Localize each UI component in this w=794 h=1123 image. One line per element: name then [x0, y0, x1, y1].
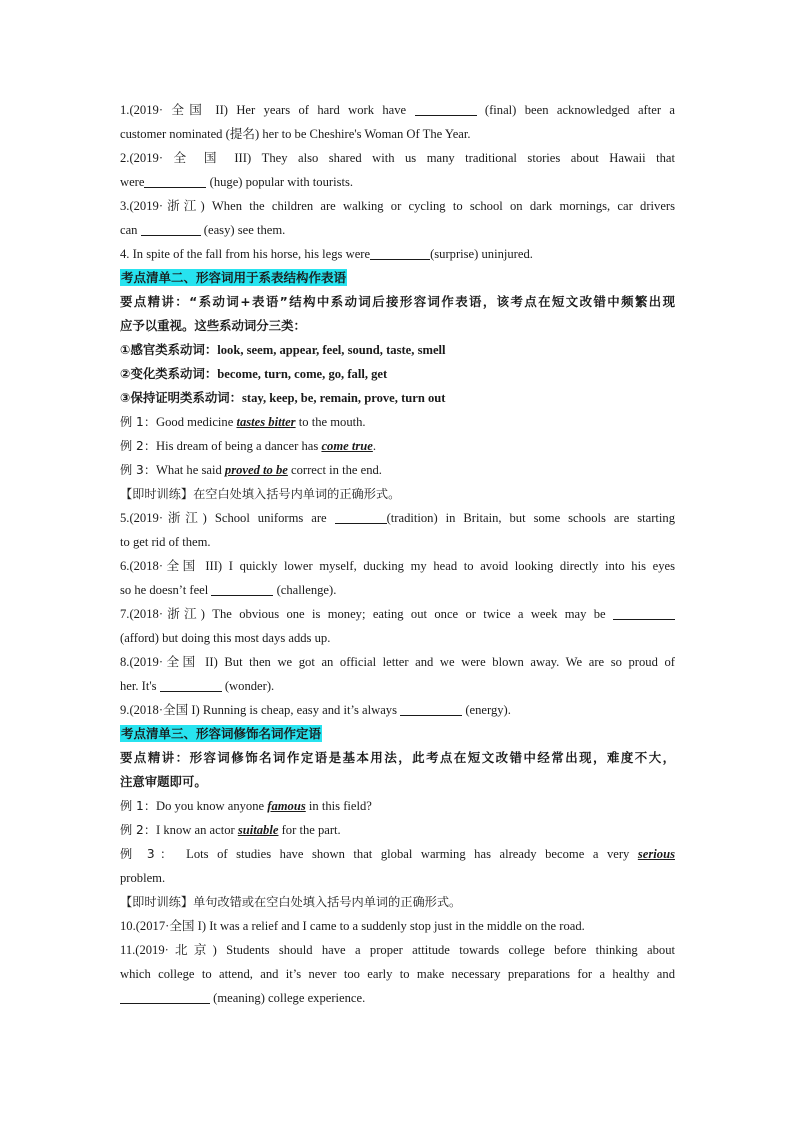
example-text: Lots of studies have shown that global warming has already become a very	[186, 847, 630, 861]
question-2-line-2	[120, 170, 675, 194]
example-label: 例 2：	[120, 439, 157, 453]
category-words: look, seem, appear, feel, sound, taste, smell	[217, 343, 446, 357]
answer-blank[interactable]	[613, 605, 675, 620]
question-text: 1.(2019· 全国 II) Her years of hard work have	[120, 103, 407, 117]
question-text: (huge) popular with tourists.	[209, 175, 354, 189]
example-text: His dream of being a dancer has	[156, 439, 319, 453]
example-2	[120, 434, 675, 458]
question-text: 7.(2018·浙江) The obvious one is money; eating out once or twice a week may be	[120, 607, 606, 621]
example-answer: tastes bitter	[236, 415, 296, 429]
answer-blank[interactable]	[335, 509, 387, 524]
category-label: ③保持证明类系动词：	[120, 390, 243, 405]
question-1-line-1	[120, 98, 675, 122]
example-answer: come true	[321, 439, 373, 453]
question-text: (tradition) in Britain, but some schools are starting	[386, 511, 675, 525]
question-7-line-2: (afford) but doing this most days adds up.	[120, 631, 331, 645]
example-3	[120, 458, 675, 482]
question-text: (meaning) college experience.	[213, 991, 366, 1005]
example-answer: proved to be	[224, 463, 288, 477]
question-5-line-2: to get rid of them.	[120, 535, 211, 549]
example-5	[120, 818, 675, 842]
section-3-note-line-1: 要点精讲：形容词修饰名词作定语是基本用法，此考点在短文改错中经常出现，难度不大，	[120, 750, 675, 765]
question-7-line-1	[120, 602, 675, 626]
section-2-note-line-2: 应予以重视。这些系动词分三类：	[120, 318, 306, 333]
question-3-line-2	[120, 218, 675, 242]
question-text: (wonder).	[224, 679, 275, 693]
question-text: so he doesn’t feel	[120, 583, 209, 597]
answer-blank[interactable]	[370, 245, 430, 260]
document-body	[120, 98, 675, 1010]
example-label: 例 1：	[120, 415, 157, 429]
question-2-line-1: 2.(2019· 全 国 III) They also shared with us many traditional stories about Hawaii that	[120, 151, 675, 165]
answer-blank[interactable]	[120, 989, 210, 1004]
section-2-heading	[120, 266, 675, 290]
answer-blank[interactable]	[211, 581, 273, 596]
question-text: (challenge).	[276, 583, 337, 597]
question-text: were	[120, 175, 145, 189]
question-8-line-1: 8.(2019·全国 II) But then we got an official letter and we were blown away. We are so proud of	[120, 655, 675, 669]
section-title: 考点清单三、形容词修饰名词作定语	[121, 726, 322, 741]
question-text: (easy) see them.	[203, 223, 286, 237]
example-6-line-2: problem.	[120, 871, 166, 885]
section-2-note-line-1: 要点精讲：“系动词+表语”结构中系动词后接形容词作表语，该考点在短文改错中频繁出现	[120, 294, 675, 309]
answer-blank[interactable]	[141, 221, 201, 236]
example-label: 例 1：	[120, 799, 157, 813]
verb-category-1	[120, 338, 675, 362]
example-text: What he said	[156, 463, 222, 477]
example-text: I know an actor	[156, 823, 235, 837]
section-title: 考点清单二、形容词用于系表结构作表语	[121, 270, 347, 285]
question-8-line-2	[120, 674, 675, 698]
example-answer: suitable	[237, 823, 279, 837]
question-9	[120, 698, 675, 722]
example-1	[120, 410, 675, 434]
drill-heading-2: 【即时训练】单句改错或在空白处填入括号内单词的正确形式。	[120, 895, 462, 909]
example-text: correct in the end.	[291, 463, 382, 477]
answer-blank[interactable]	[144, 173, 206, 188]
question-6-line-1: 6.(2018·全国 III) I quickly lower myself, ducking my head to avoid looking directly into his eyes	[120, 559, 675, 573]
question-text: 5.(2019·浙江) School uniforms are	[120, 511, 327, 525]
category-label: ②变化类系动词：	[120, 366, 218, 381]
question-3-line-1: 3.(2019·浙江) When the children are walking or cycling to school on dark mornings, car drivers	[120, 199, 675, 213]
question-text: (final) been acknowledged after a	[484, 103, 675, 117]
example-text: to the mouth.	[298, 415, 366, 429]
question-text: her. It's	[120, 679, 157, 693]
question-11-line-1: 11.(2019·北京) Students should have a proper attitude towards college before thinking about	[120, 943, 675, 957]
verb-category-2	[120, 362, 675, 386]
example-text: .	[372, 439, 377, 453]
category-words: stay, keep, be, remain, prove, turn out	[242, 391, 446, 405]
question-text: 9.(2018·全国 I) Running is cheap, easy and it’s always	[120, 703, 398, 717]
section-3-note-line-2: 注意审题即可。	[120, 774, 207, 789]
section-3-heading	[120, 722, 675, 746]
example-text: Do you know anyone	[156, 799, 265, 813]
question-1-line-2: customer nominated (提名) her to be Cheshire's Woman Of The Year.	[120, 127, 471, 141]
question-text: (surprise) uninjured.	[430, 247, 533, 261]
question-4	[120, 242, 675, 266]
example-text: in this field?	[308, 799, 372, 813]
example-answer: famous	[267, 799, 306, 813]
example-label: 例 3：	[120, 847, 178, 861]
question-text: can	[120, 223, 138, 237]
example-6-line-1	[120, 842, 675, 866]
answer-blank[interactable]	[415, 101, 477, 116]
answer-blank[interactable]	[400, 701, 462, 716]
answer-blank[interactable]	[160, 677, 222, 692]
verb-category-3	[120, 386, 675, 410]
question-11-line-3	[120, 986, 675, 1010]
question-text: (energy).	[465, 703, 511, 717]
drill-heading-1: 【即时训练】在空白处填入括号内单词的正确形式。	[120, 487, 401, 501]
question-5-line-1	[120, 506, 675, 530]
question-6-line-2	[120, 578, 675, 602]
example-label: 例 3：	[120, 463, 157, 477]
question-10: 10.(2017·全国 I) It was a relief and I came to a suddenly stop just in the middle on the road.	[120, 919, 585, 933]
example-label: 例 2：	[120, 823, 157, 837]
category-label: ①感官类系动词：	[120, 342, 218, 357]
category-words: become, turn, come, go, fall, get	[217, 367, 388, 381]
example-text: for the part.	[281, 823, 341, 837]
example-answer: serious	[637, 847, 675, 861]
question-text: 4. In spite of the fall from his horse, his legs were	[120, 247, 371, 261]
example-4	[120, 794, 675, 818]
example-text: Good medicine	[156, 415, 234, 429]
question-11-line-2: which college to attend, and it’s never too early to make necessary preparations for a healthy and	[120, 967, 675, 981]
